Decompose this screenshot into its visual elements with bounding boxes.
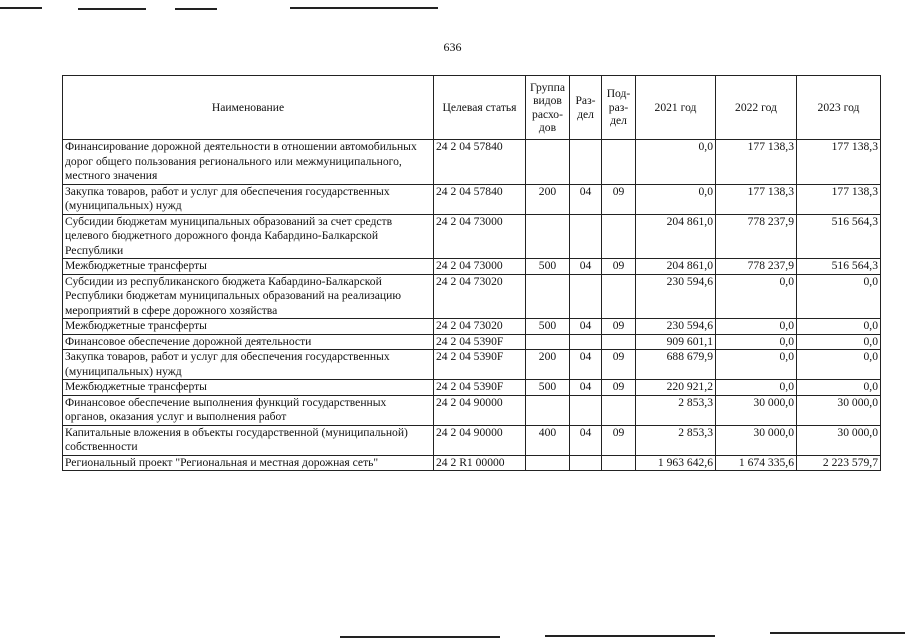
row-2022-cell: 177 138,3	[716, 140, 797, 185]
table-row	[63, 455, 881, 471]
scan-edge-line	[175, 8, 217, 10]
row-section-cell	[570, 455, 602, 471]
row-name-cell: Финансовое обеспечение дорожной деятельности	[63, 334, 434, 350]
row-2021-cell: 2 853,3	[636, 425, 716, 455]
table-row	[63, 140, 881, 185]
row-2023-cell: 177 138,3	[797, 140, 881, 185]
row-subsection-cell	[602, 455, 636, 471]
row-2021-cell: 0,0	[636, 184, 716, 214]
row-code-cell: 24 2 04 73000	[434, 259, 526, 275]
table-header-row	[63, 76, 881, 140]
row-code-cell: 24 2 04 90000	[434, 425, 526, 455]
row-group-cell: 500	[526, 380, 570, 396]
row-section-cell	[570, 140, 602, 185]
row-name-cell: Межбюджетные трансферты	[63, 380, 434, 396]
row-2021-cell: 1 963 642,6	[636, 455, 716, 471]
row-2023-cell: 2 223 579,7	[797, 455, 881, 471]
row-section-cell	[570, 214, 602, 259]
table-row	[63, 350, 881, 380]
row-2022-cell: 0,0	[716, 334, 797, 350]
row-name-cell: Финансирование дорожной деятельности в отношении автомобильных дорог общего пользования регионального или межмуниципального, местного значения	[63, 140, 434, 185]
row-subsection-cell: 09	[602, 380, 636, 396]
row-2023-cell: 516 564,3	[797, 259, 881, 275]
row-group-cell: 200	[526, 184, 570, 214]
row-2023-cell: 0,0	[797, 319, 881, 335]
row-subsection-cell: 09	[602, 184, 636, 214]
row-section-cell: 04	[570, 184, 602, 214]
row-section-cell: 04	[570, 319, 602, 335]
row-2023-cell: 30 000,0	[797, 395, 881, 425]
row-subsection-cell: 09	[602, 319, 636, 335]
row-code-cell: 24 2 04 73000	[434, 214, 526, 259]
scan-edge-line	[545, 635, 715, 637]
row-subsection-cell: 09	[602, 259, 636, 275]
row-2021-cell: 0,0	[636, 140, 716, 185]
row-section-cell: 04	[570, 259, 602, 275]
row-2021-cell: 230 594,6	[636, 274, 716, 319]
row-subsection-cell	[602, 334, 636, 350]
row-section-cell	[570, 274, 602, 319]
row-group-cell	[526, 334, 570, 350]
scan-edge-line	[78, 8, 146, 10]
row-2022-cell: 0,0	[716, 319, 797, 335]
row-name-cell: Закупка товаров, работ и услуг для обеспечения государственных (муниципальных) нужд	[63, 350, 434, 380]
row-code-cell: 24 2 04 5390F	[434, 380, 526, 396]
row-group-cell: 500	[526, 319, 570, 335]
table-row	[63, 214, 881, 259]
column-header: Раз-дел	[570, 76, 602, 140]
row-2023-cell: 0,0	[797, 334, 881, 350]
table-row	[63, 334, 881, 350]
row-group-cell: 500	[526, 259, 570, 275]
row-name-cell: Региональный проект "Региональная и местная дорожная сеть"	[63, 455, 434, 471]
row-group-cell: 200	[526, 350, 570, 380]
row-2023-cell: 30 000,0	[797, 425, 881, 455]
row-group-cell	[526, 455, 570, 471]
row-section-cell	[570, 395, 602, 425]
row-2022-cell: 778 237,9	[716, 214, 797, 259]
row-2023-cell: 0,0	[797, 350, 881, 380]
row-subsection-cell	[602, 395, 636, 425]
row-2022-cell: 0,0	[716, 350, 797, 380]
scan-edge-line	[340, 636, 500, 638]
row-code-cell: 24 2 04 57840	[434, 140, 526, 185]
row-subsection-cell: 09	[602, 425, 636, 455]
row-group-cell: 400	[526, 425, 570, 455]
column-header: 2022 год	[716, 76, 797, 140]
row-name-cell: Межбюджетные трансферты	[63, 259, 434, 275]
row-code-cell: 24 2 04 73020	[434, 319, 526, 335]
row-2022-cell: 0,0	[716, 380, 797, 396]
row-group-cell	[526, 214, 570, 259]
row-section-cell: 04	[570, 425, 602, 455]
table-row	[63, 319, 881, 335]
row-code-cell: 24 2 R1 00000	[434, 455, 526, 471]
row-2023-cell: 0,0	[797, 380, 881, 396]
scan-edge-line	[770, 632, 905, 634]
row-code-cell: 24 2 04 73020	[434, 274, 526, 319]
column-header: Целевая статья	[434, 76, 526, 140]
row-subsection-cell: 09	[602, 350, 636, 380]
row-group-cell	[526, 395, 570, 425]
table-row	[63, 274, 881, 319]
row-2021-cell: 220 921,2	[636, 380, 716, 396]
row-2023-cell: 0,0	[797, 274, 881, 319]
scan-edge-line	[290, 7, 438, 9]
row-2022-cell: 177 138,3	[716, 184, 797, 214]
row-name-cell: Закупка товаров, работ и услуг для обеспечения государственных (муниципальных) нужд	[63, 184, 434, 214]
row-name-cell: Капитальные вложения в объекты государственной (муниципальной) собственности	[63, 425, 434, 455]
row-2021-cell: 204 861,0	[636, 214, 716, 259]
row-subsection-cell	[602, 140, 636, 185]
budget-table	[62, 75, 881, 471]
row-2022-cell: 778 237,9	[716, 259, 797, 275]
table-row	[63, 259, 881, 275]
row-2022-cell: 30 000,0	[716, 425, 797, 455]
scan-edge-line	[0, 7, 42, 9]
table-row	[63, 380, 881, 396]
table-row	[63, 184, 881, 214]
row-section-cell	[570, 334, 602, 350]
column-header: Наименование	[63, 76, 434, 140]
column-header: 2021 год	[636, 76, 716, 140]
row-2021-cell: 2 853,3	[636, 395, 716, 425]
column-header: 2023 год	[797, 76, 881, 140]
row-code-cell: 24 2 04 57840	[434, 184, 526, 214]
row-section-cell: 04	[570, 380, 602, 396]
column-header: Группа видов расхо-дов	[526, 76, 570, 140]
row-subsection-cell	[602, 214, 636, 259]
row-2021-cell: 204 861,0	[636, 259, 716, 275]
row-name-cell: Финансовое обеспечение выполнения функций государственных органов, оказания услуг и выполнения работ	[63, 395, 434, 425]
table-row	[63, 395, 881, 425]
page-number: 636	[443, 40, 462, 54]
column-header: Под-раз-дел	[602, 76, 636, 140]
row-2023-cell: 516 564,3	[797, 214, 881, 259]
row-2023-cell: 177 138,3	[797, 184, 881, 214]
row-group-cell	[526, 140, 570, 185]
row-code-cell: 24 2 04 5390F	[434, 350, 526, 380]
row-code-cell: 24 2 04 90000	[434, 395, 526, 425]
row-group-cell	[526, 274, 570, 319]
table-row	[63, 425, 881, 455]
row-name-cell: Межбюджетные трансферты	[63, 319, 434, 335]
row-2021-cell: 909 601,1	[636, 334, 716, 350]
row-2022-cell: 1 674 335,6	[716, 455, 797, 471]
row-name-cell: Субсидии бюджетам муниципальных образований за счет средств целевого бюджетного дорожного фонда Кабардино-Балкарской Республики	[63, 214, 434, 259]
row-2021-cell: 230 594,6	[636, 319, 716, 335]
row-2021-cell: 688 679,9	[636, 350, 716, 380]
row-2022-cell: 30 000,0	[716, 395, 797, 425]
row-subsection-cell	[602, 274, 636, 319]
row-code-cell: 24 2 04 5390F	[434, 334, 526, 350]
row-section-cell: 04	[570, 350, 602, 380]
row-name-cell: Субсидии из республиканского бюджета Кабардино-Балкарской Республики бюджетам муниципальных образований на реализацию мероприятий в сфере дорожного хозяйства	[63, 274, 434, 319]
row-2022-cell: 0,0	[716, 274, 797, 319]
